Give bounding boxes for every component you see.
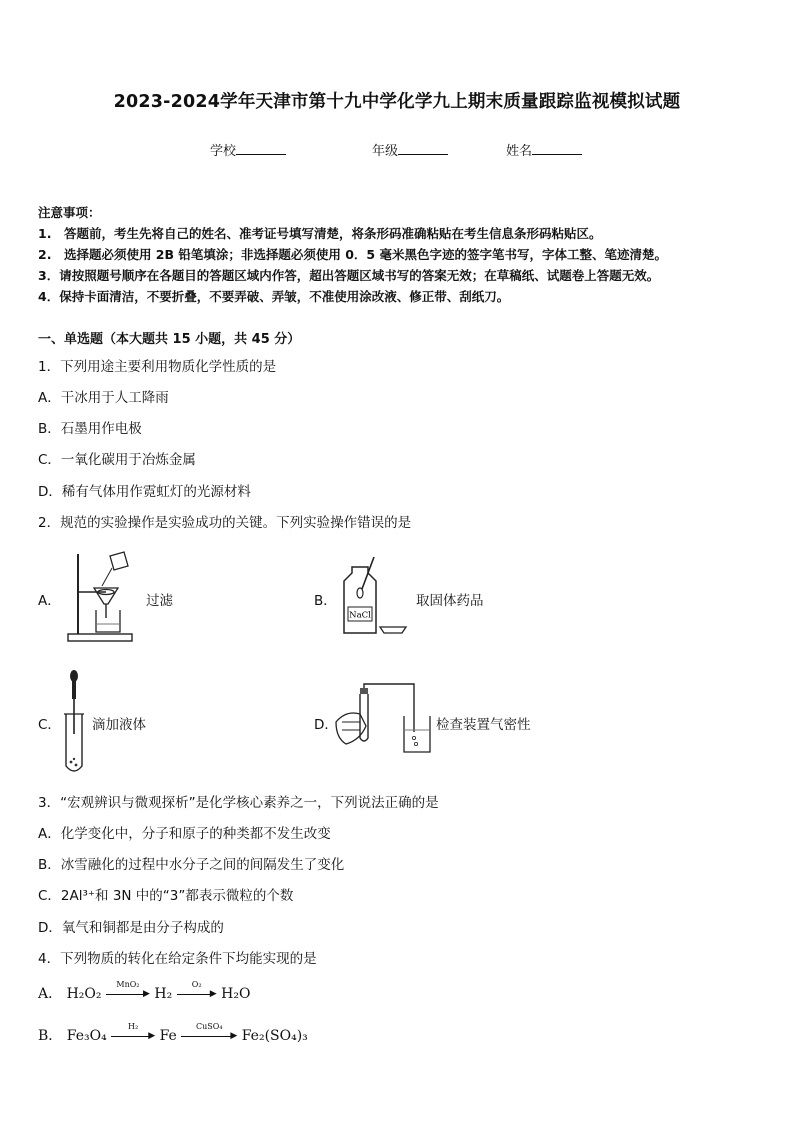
notice-item: 4．保持卡面清洁，不要折叠，不要弄破、弄皱，不准使用涂改液、修正带、刮纸刀。 bbox=[38, 289, 510, 304]
q4a-substance-1: H₂O₂ bbox=[66, 986, 102, 1002]
q1-option-b[interactable]: B．石墨用作电极 bbox=[38, 421, 142, 437]
q4b-substance-2: Fe bbox=[159, 1028, 177, 1044]
q1-option-d[interactable]: D．稀有气体用作霓虹灯的光源材料 bbox=[38, 484, 251, 500]
q4b-condition-1: H₂ bbox=[128, 1022, 139, 1031]
grade-label: 年级 bbox=[372, 144, 399, 159]
question-3-stem: 3．“宏观辨识与微观探析”是化学核心素养之一，下列说法正确的是 bbox=[38, 795, 439, 811]
section-heading: 一、单选题（本大题共 15 小题，共 45 分） bbox=[38, 332, 301, 347]
q2-option-d-caption: 检查装置气密性 bbox=[436, 717, 531, 733]
q4a-substance-3: H₂O bbox=[221, 986, 251, 1002]
notice-item: 2. 选择题必须使用 2B 铅笔填涂；非选择题必须使用 0．5 毫米黑色字迹的签字笔书写，字体工整、笔迹清楚。 bbox=[38, 247, 667, 262]
q4a-substance-2: H₂ bbox=[154, 986, 173, 1002]
reaction-arrow-icon: MnO₂ ▶ bbox=[106, 987, 150, 1001]
notice-item: 3．请按照题号顺序在各题目的答题区域内作答，超出答题区域书写的答案无效；在草稿纸、试题卷上答题无效。 bbox=[38, 268, 660, 283]
school-field[interactable] bbox=[210, 140, 286, 159]
school-label: 学校 bbox=[210, 144, 237, 159]
airtightness-check-icon bbox=[332, 682, 432, 757]
question-1-stem: 1．下列用途主要利用物质化学性质的是 bbox=[38, 359, 277, 375]
q2-option-b-letter[interactable]: B． bbox=[314, 593, 337, 609]
filtration-apparatus-icon bbox=[66, 548, 136, 644]
q4a-condition-2: O₂ bbox=[191, 980, 202, 989]
q2-option-c-caption: 滴加液体 bbox=[92, 717, 146, 733]
name-label: 姓名 bbox=[506, 144, 533, 159]
q3-option-c[interactable]: C．2Al³⁺和 3N 中的“3”都表示微粒的个数 bbox=[38, 888, 294, 904]
q4b-substance-3: Fe₂(SO₄)₃ bbox=[241, 1028, 308, 1044]
solid-reagent-bottle-icon bbox=[338, 555, 410, 637]
question-4-stem: 4．下列物质的转化在给定条件下均能实现的是 bbox=[38, 951, 317, 967]
name-blank[interactable] bbox=[532, 142, 582, 155]
q4-option-a[interactable] bbox=[38, 980, 251, 1003]
q3-option-a[interactable]: A．化学变化中，分子和原子的种类都不发生改变 bbox=[38, 826, 331, 842]
reaction-arrow-icon: CuSO₄ ▶ bbox=[181, 1029, 237, 1043]
q4a-letter: A． bbox=[38, 986, 63, 1002]
notice-item: 1. 答题前，考生先将自己的姓名、准考证号填写清楚，将条形码准确粘贴在考生信息条形码粘贴区。 bbox=[38, 226, 602, 241]
dropper-test-tube-icon bbox=[62, 668, 88, 778]
q3-option-b[interactable]: B．冰雪融化的过程中水分子之间的间隔发生了变化 bbox=[38, 857, 345, 873]
q4a-condition-1: MnO₂ bbox=[116, 980, 140, 989]
reaction-arrow-icon: O₂ ▶ bbox=[177, 987, 217, 1001]
q2-option-c-letter[interactable]: C． bbox=[38, 717, 61, 733]
q4-option-b[interactable] bbox=[38, 1022, 308, 1045]
question-2-stem: 2．规范的实验操作是实验成功的关键。下列实验操作错误的是 bbox=[38, 515, 412, 531]
q1-option-c[interactable]: C．一氧化碳用于冶炼金属 bbox=[38, 452, 196, 468]
name-field[interactable] bbox=[506, 140, 582, 159]
q4b-letter: B． bbox=[38, 1028, 63, 1044]
grade-field[interactable] bbox=[372, 140, 448, 159]
q2-option-a-letter[interactable]: A． bbox=[38, 593, 61, 609]
q4b-condition-2: CuSO₄ bbox=[196, 1022, 223, 1031]
grade-blank[interactable] bbox=[398, 142, 448, 155]
bottle-label: NaCl bbox=[349, 610, 371, 621]
q2-option-d-letter[interactable]: D． bbox=[314, 717, 338, 733]
q3-option-d[interactable]: D．氧气和铜都是由分子构成的 bbox=[38, 920, 224, 936]
q2-option-a-caption: 过滤 bbox=[146, 593, 173, 609]
notice-heading: 注意事项： bbox=[38, 205, 101, 220]
q4b-substance-1: Fe₃O₄ bbox=[66, 1028, 107, 1044]
page-title: 2023-2024学年天津市第十九中学化学九上期末质量跟踪监视模拟试题 bbox=[113, 92, 681, 112]
school-blank[interactable] bbox=[236, 142, 286, 155]
q1-option-a[interactable]: A．干冰用于人工降雨 bbox=[38, 390, 169, 406]
q2-option-b-caption: 取固体药品 bbox=[416, 593, 484, 609]
reaction-arrow-icon: H₂ ▶ bbox=[111, 1029, 155, 1043]
